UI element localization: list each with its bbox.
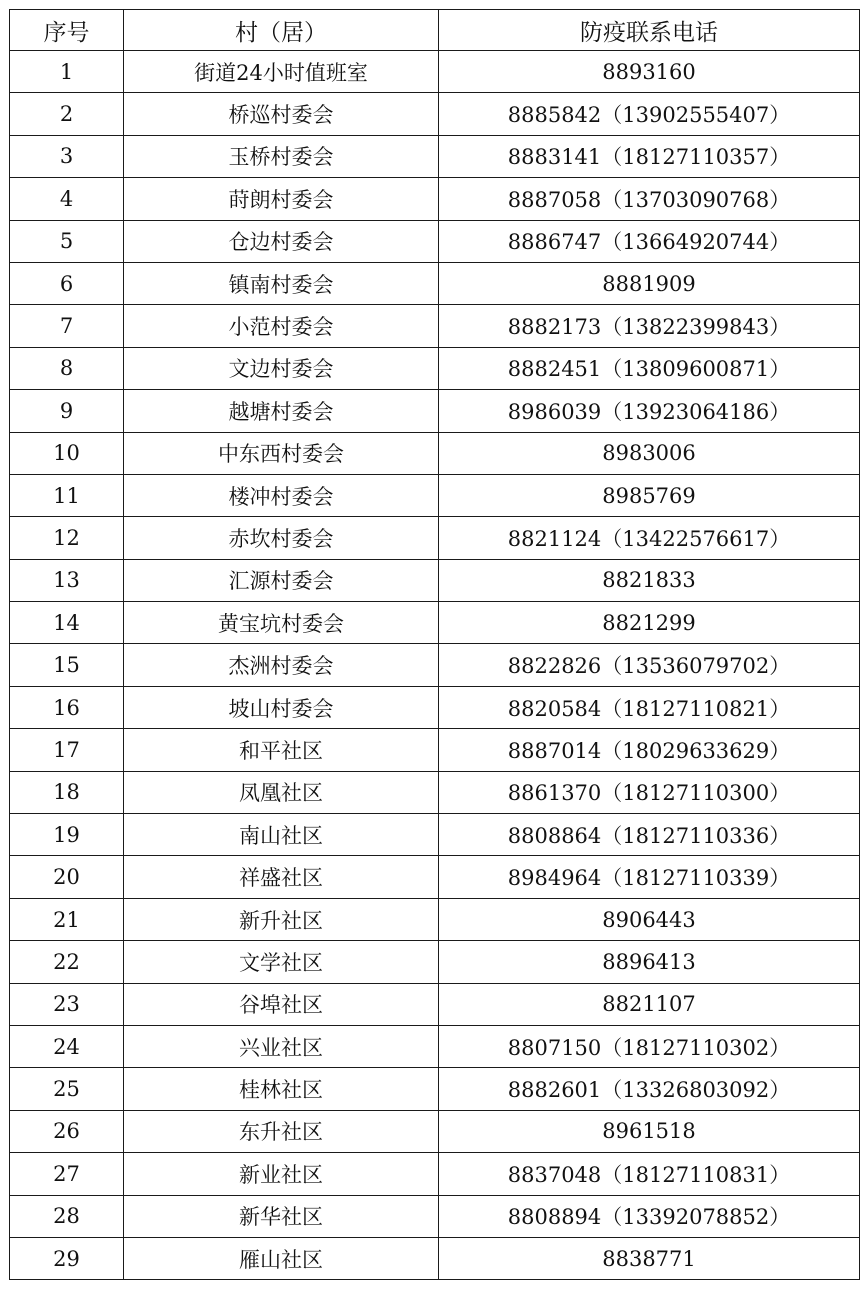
row-phone-cell: 8821124（13422576617） — [439, 517, 860, 559]
row-village-cell: 新升社区 — [124, 898, 439, 940]
contact-table — [9, 9, 860, 1280]
row-phone-cell: 8820584（18127110821） — [439, 686, 860, 728]
table-row — [10, 941, 860, 983]
row-index-cell: 6 — [10, 262, 124, 304]
row-village-cell: 新业社区 — [124, 1153, 439, 1195]
row-village-cell: 汇源村委会 — [124, 559, 439, 601]
row-index-cell: 28 — [10, 1195, 124, 1237]
table-row — [10, 51, 860, 93]
row-index-cell: 23 — [10, 983, 124, 1025]
row-index-cell: 19 — [10, 814, 124, 856]
row-phone-cell: 8808864（18127110336） — [439, 814, 860, 856]
row-index-cell: 11 — [10, 474, 124, 516]
row-phone-cell: 8887058（13703090768） — [439, 178, 860, 220]
table-row — [10, 1025, 860, 1067]
header-village: 村（居） — [124, 10, 439, 51]
table-row — [10, 559, 860, 601]
row-village-cell: 文学社区 — [124, 941, 439, 983]
row-index-cell: 5 — [10, 220, 124, 262]
row-phone-cell: 8986039（13923064186） — [439, 390, 860, 432]
table-row — [10, 644, 860, 686]
table-row — [10, 135, 860, 177]
table-row — [10, 1195, 860, 1237]
row-index-cell: 1 — [10, 51, 124, 93]
row-village-cell: 赤坎村委会 — [124, 517, 439, 559]
row-index-cell: 15 — [10, 644, 124, 686]
table-row — [10, 1110, 860, 1152]
row-phone-cell: 8882451（13809600871） — [439, 347, 860, 389]
row-index-cell: 22 — [10, 941, 124, 983]
table-row — [10, 390, 860, 432]
row-phone-cell: 8896413 — [439, 941, 860, 983]
row-index-cell: 7 — [10, 305, 124, 347]
header-phone: 防疫联系电话 — [439, 10, 860, 51]
row-index-cell: 20 — [10, 856, 124, 898]
row-village-cell: 东升社区 — [124, 1110, 439, 1152]
row-index-cell: 27 — [10, 1153, 124, 1195]
row-village-cell: 南山社区 — [124, 814, 439, 856]
row-phone-cell: 8822826（13536079702） — [439, 644, 860, 686]
row-village-cell: 和平社区 — [124, 729, 439, 771]
row-phone-cell: 8885842（13902555407） — [439, 93, 860, 135]
table-row — [10, 1237, 860, 1279]
row-village-cell: 黄宝坑村委会 — [124, 602, 439, 644]
row-village-cell: 新华社区 — [124, 1195, 439, 1237]
table-row — [10, 856, 860, 898]
row-index-cell: 17 — [10, 729, 124, 771]
row-village-cell: 楼冲村委会 — [124, 474, 439, 516]
row-phone-cell: 8887014（18029633629） — [439, 729, 860, 771]
row-village-cell: 小范村委会 — [124, 305, 439, 347]
row-phone-cell: 8984964（18127110339） — [439, 856, 860, 898]
row-index-cell: 24 — [10, 1025, 124, 1067]
row-index-cell: 29 — [10, 1237, 124, 1279]
table-row — [10, 347, 860, 389]
table-row — [10, 771, 860, 813]
table-row — [10, 898, 860, 940]
table-row — [10, 262, 860, 304]
table-row — [10, 305, 860, 347]
table-row — [10, 220, 860, 262]
table-row — [10, 602, 860, 644]
row-phone-cell: 8985769 — [439, 474, 860, 516]
row-village-cell: 坡山村委会 — [124, 686, 439, 728]
row-village-cell: 桂林社区 — [124, 1068, 439, 1110]
row-index-cell: 12 — [10, 517, 124, 559]
table-row — [10, 1153, 860, 1195]
row-index-cell: 13 — [10, 559, 124, 601]
table-row — [10, 432, 860, 474]
row-phone-cell: 8882601（13326803092） — [439, 1068, 860, 1110]
table-row — [10, 93, 860, 135]
row-phone-cell: 8881909 — [439, 262, 860, 304]
row-index-cell: 14 — [10, 602, 124, 644]
row-village-cell: 仓边村委会 — [124, 220, 439, 262]
table-row — [10, 729, 860, 771]
row-index-cell: 26 — [10, 1110, 124, 1152]
row-village-cell: 兴业社区 — [124, 1025, 439, 1067]
table-header — [10, 10, 860, 51]
header-row — [10, 10, 860, 51]
row-village-cell: 祥盛社区 — [124, 856, 439, 898]
row-phone-cell: 8837048（18127110831） — [439, 1153, 860, 1195]
row-village-cell: 文边村委会 — [124, 347, 439, 389]
table-row — [10, 686, 860, 728]
row-index-cell: 8 — [10, 347, 124, 389]
row-village-cell: 莳朗村委会 — [124, 178, 439, 220]
table-row — [10, 474, 860, 516]
row-phone-cell: 8893160 — [439, 51, 860, 93]
row-index-cell: 3 — [10, 135, 124, 177]
table-row — [10, 1068, 860, 1110]
table-row — [10, 983, 860, 1025]
row-phone-cell: 8961518 — [439, 1110, 860, 1152]
row-phone-cell: 8886747（13664920744） — [439, 220, 860, 262]
row-village-cell: 雁山社区 — [124, 1237, 439, 1279]
row-index-cell: 9 — [10, 390, 124, 432]
row-village-cell: 谷埠社区 — [124, 983, 439, 1025]
header-index: 序号 — [10, 10, 124, 51]
table-row — [10, 517, 860, 559]
row-village-cell: 镇南村委会 — [124, 262, 439, 304]
row-phone-cell: 8882173（13822399843） — [439, 305, 860, 347]
row-phone-cell: 8838771 — [439, 1237, 860, 1279]
row-phone-cell: 8906443 — [439, 898, 860, 940]
table-row — [10, 814, 860, 856]
row-phone-cell: 8807150（18127110302） — [439, 1025, 860, 1067]
row-index-cell: 4 — [10, 178, 124, 220]
row-phone-cell: 8883141（18127110357） — [439, 135, 860, 177]
row-phone-cell: 8861370（18127110300） — [439, 771, 860, 813]
row-phone-cell: 8821107 — [439, 983, 860, 1025]
row-phone-cell: 8821299 — [439, 602, 860, 644]
row-phone-cell: 8821833 — [439, 559, 860, 601]
row-village-cell: 街道24小时值班室 — [124, 51, 439, 93]
row-village-cell: 玉桥村委会 — [124, 135, 439, 177]
table-body — [10, 51, 860, 1280]
row-village-cell: 越塘村委会 — [124, 390, 439, 432]
row-index-cell: 2 — [10, 93, 124, 135]
table-row — [10, 178, 860, 220]
row-index-cell: 25 — [10, 1068, 124, 1110]
row-village-cell: 桥巡村委会 — [124, 93, 439, 135]
row-village-cell: 中东西村委会 — [124, 432, 439, 474]
row-index-cell: 21 — [10, 898, 124, 940]
row-village-cell: 杰洲村委会 — [124, 644, 439, 686]
row-phone-cell: 8983006 — [439, 432, 860, 474]
row-index-cell: 18 — [10, 771, 124, 813]
row-village-cell: 凤凰社区 — [124, 771, 439, 813]
row-index-cell: 16 — [10, 686, 124, 728]
row-phone-cell: 8808894（13392078852） — [439, 1195, 860, 1237]
row-index-cell: 10 — [10, 432, 124, 474]
